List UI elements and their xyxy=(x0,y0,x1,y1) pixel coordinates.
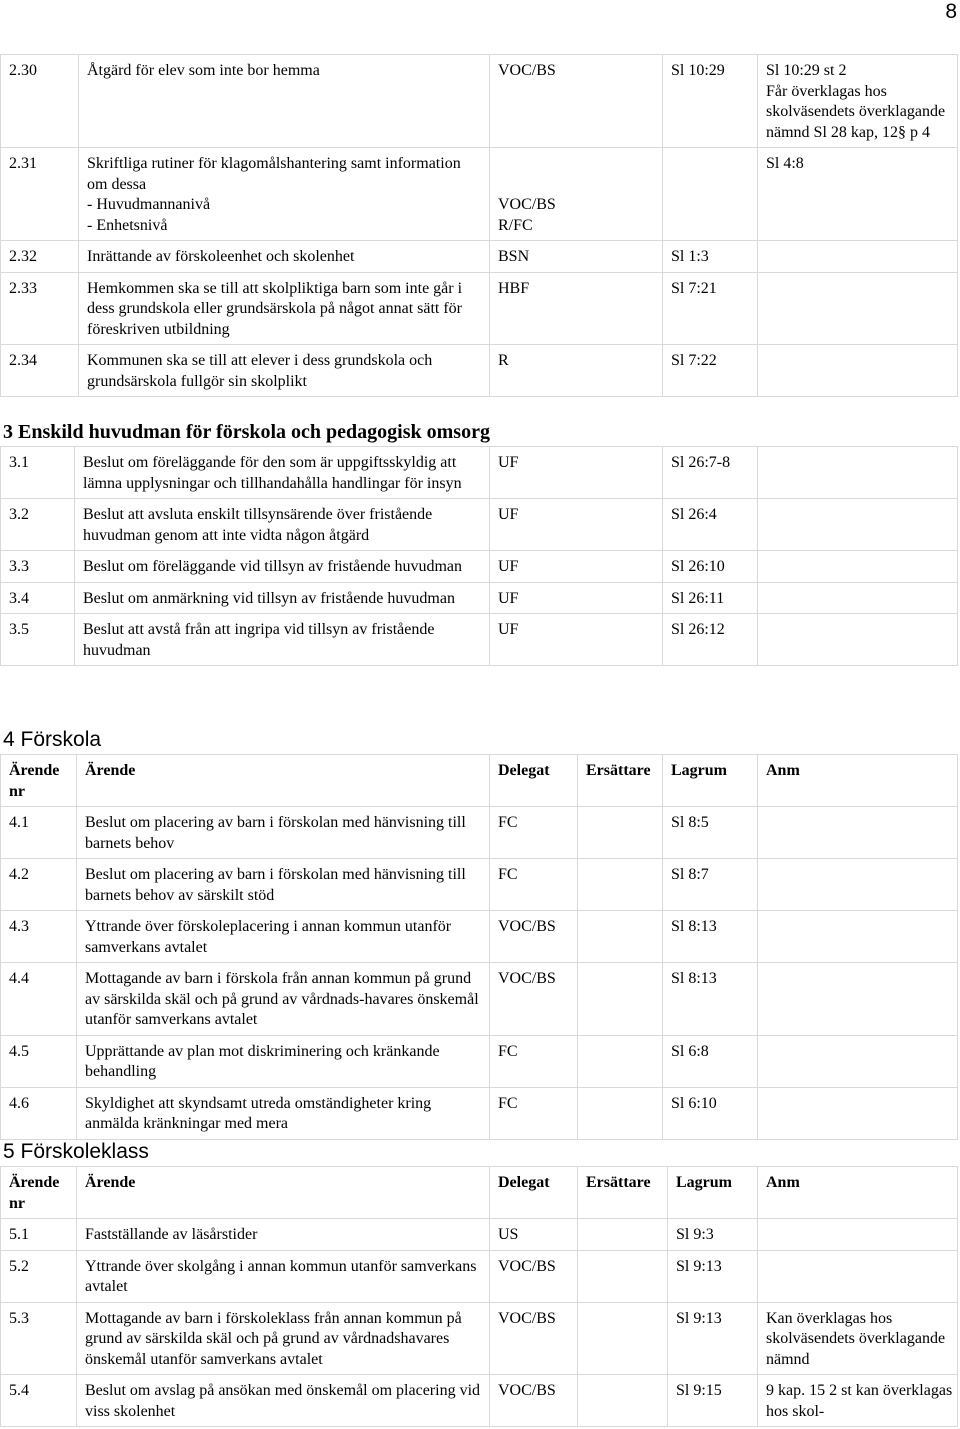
column-header: Ärende xyxy=(77,755,490,807)
cell-nr: 2.34 xyxy=(1,345,79,397)
section-4-heading: 4 Förskola xyxy=(3,728,102,751)
cell-nr: 3.1 xyxy=(1,447,75,499)
cell-delegat: VOC/BS xyxy=(490,1250,578,1302)
cell-nr: 4.6 xyxy=(1,1087,77,1139)
cell-anm xyxy=(758,963,958,1036)
cell-anm xyxy=(758,272,958,345)
delegation-table-5 xyxy=(0,1166,958,1427)
cell-delegat: R xyxy=(490,345,663,397)
cell-ersattare xyxy=(578,1302,668,1375)
cell-anm xyxy=(758,1250,958,1302)
cell-delegat: VOC/BS R/FC xyxy=(490,148,663,241)
cell-ersattare xyxy=(578,1035,663,1087)
cell-delegat: UF xyxy=(490,447,663,499)
cell-delegat: UF xyxy=(490,582,663,614)
cell-anm xyxy=(758,447,958,499)
column-header: Ärende nr xyxy=(1,755,77,807)
cell-anm xyxy=(758,241,958,273)
cell-nr: 3.5 xyxy=(1,614,75,666)
cell-text: Inrättande av förskoleenhet och skolenhet xyxy=(79,241,490,273)
cell-text: Kommunen ska se till att elever i dess grundskola och grundsärskola fullgör sin skolplikt xyxy=(79,345,490,397)
cell-anm xyxy=(758,1219,958,1251)
cell-ersattare xyxy=(578,1087,663,1139)
cell-nr: 2.30 xyxy=(1,55,79,148)
cell-lagrum: Sl 26:10 xyxy=(663,551,758,583)
section-5-table xyxy=(0,1166,960,1427)
cell-delegat: FC xyxy=(490,1087,578,1139)
cell-lagrum: Sl 6:10 xyxy=(663,1087,758,1139)
cell-text: Beslut om föreläggande vid tillsyn av fristående huvudman xyxy=(75,551,490,583)
cell-anm xyxy=(758,911,958,963)
cell-nr: 5.1 xyxy=(1,1219,77,1251)
cell-ersattare xyxy=(578,1250,668,1302)
table-row xyxy=(1,345,958,397)
table-row xyxy=(1,272,958,345)
cell-lagrum: Sl 9:13 xyxy=(668,1302,758,1375)
cell-text: Upprättande av plan mot diskriminering och kränkande behandling xyxy=(77,1035,490,1087)
cell-delegat: US xyxy=(490,1219,578,1251)
cell-nr: 2.31 xyxy=(1,148,79,241)
cell-text: Fastställande av läsårstider xyxy=(77,1219,490,1251)
column-header: Anm xyxy=(758,755,958,807)
cell-lagrum: Sl 26:11 xyxy=(663,582,758,614)
column-header: Ärende xyxy=(77,1167,490,1219)
section-3-table xyxy=(0,446,960,666)
table-header-row xyxy=(1,755,958,807)
cell-text: Mottagande av barn i förskola från annan kommun på grund av särskilda skäl och på grund av vårdnads-havares önskemål utanför samverkans avtalet xyxy=(77,963,490,1036)
table-row xyxy=(1,807,958,859)
table-row xyxy=(1,55,958,148)
cell-text: Beslut att avsluta enskilt tillsynsärende över fristående huvudman genom att inte vidta någon åtgärd xyxy=(75,499,490,551)
cell-nr: 2.33 xyxy=(1,272,79,345)
cell-lagrum: Sl 26:7-8 xyxy=(663,447,758,499)
cell-delegat: FC xyxy=(490,859,578,911)
cell-lagrum: Sl 9:3 xyxy=(668,1219,758,1251)
cell-lagrum: Sl 26:4 xyxy=(663,499,758,551)
cell-anm xyxy=(758,1035,958,1087)
cell-anm xyxy=(758,614,958,666)
cell-lagrum: Sl 7:22 xyxy=(663,345,758,397)
cell-anm xyxy=(758,499,958,551)
cell-delegat: VOC/BS xyxy=(490,1375,578,1427)
cell-text: Skriftliga rutiner för klagomålshantering samt information om dessa - Huvudmannanivå - Enhetsnivå xyxy=(79,148,490,241)
cell-anm xyxy=(758,582,958,614)
cell-ersattare xyxy=(578,807,663,859)
cell-ersattare xyxy=(578,963,663,1036)
cell-text: Yttrande över förskoleplacering i annan kommun utanför samverkans avtalet xyxy=(77,911,490,963)
table-row xyxy=(1,1302,958,1375)
page-number: 8 xyxy=(945,0,957,23)
cell-lagrum: Sl 10:29 xyxy=(663,55,758,148)
cell-nr: 3.2 xyxy=(1,499,75,551)
cell-text: Skyldighet att skyndsamt utreda omständigheter kring anmälda kränkningar med mera xyxy=(77,1087,490,1139)
table-row xyxy=(1,963,958,1036)
cell-lagrum: Sl 9:15 xyxy=(668,1375,758,1427)
cell-nr: 3.4 xyxy=(1,582,75,614)
cell-text: Beslut om placering av barn i förskolan med hänvisning till barnets behov av särskilt stöd xyxy=(77,859,490,911)
column-header: Anm xyxy=(758,1167,958,1219)
table-header-row xyxy=(1,1167,958,1219)
cell-lagrum xyxy=(663,148,758,241)
cell-nr: 5.2 xyxy=(1,1250,77,1302)
table-row xyxy=(1,1375,958,1427)
cell-lagrum: Sl 8:7 xyxy=(663,859,758,911)
cell-delegat: HBF xyxy=(490,272,663,345)
cell-lagrum: Sl 8:5 xyxy=(663,807,758,859)
cell-nr: 2.32 xyxy=(1,241,79,273)
cell-ersattare xyxy=(578,1219,668,1251)
cell-anm xyxy=(758,807,958,859)
table-row xyxy=(1,148,958,241)
cell-anm: Sl 4:8 xyxy=(758,148,958,241)
cell-nr: 4.2 xyxy=(1,859,77,911)
cell-delegat: UF xyxy=(490,499,663,551)
cell-anm xyxy=(758,859,958,911)
section-2-table xyxy=(0,54,960,397)
cell-nr: 5.4 xyxy=(1,1375,77,1427)
cell-ersattare xyxy=(578,859,663,911)
table-row xyxy=(1,859,958,911)
cell-delegat: BSN xyxy=(490,241,663,273)
cell-anm: 9 kap. 15 2 st kan överklagas hos skol- xyxy=(758,1375,958,1427)
cell-delegat: UF xyxy=(490,614,663,666)
cell-delegat: VOC/BS xyxy=(490,55,663,148)
column-header: Lagrum xyxy=(668,1167,758,1219)
cell-nr: 4.5 xyxy=(1,1035,77,1087)
delegation-table-4 xyxy=(0,754,958,1140)
cell-ersattare xyxy=(578,1375,668,1427)
cell-text: Yttrande över skolgång i annan kommun utanför samverkans avtalet xyxy=(77,1250,490,1302)
cell-lagrum: Sl 7:21 xyxy=(663,272,758,345)
column-header: Ärende nr xyxy=(1,1167,77,1219)
section-4-table xyxy=(0,754,960,1140)
table-row xyxy=(1,1219,958,1251)
cell-anm xyxy=(758,345,958,397)
section-5-heading: 5 Förskoleklass xyxy=(3,1140,149,1163)
cell-anm xyxy=(758,1087,958,1139)
cell-text: Beslut om föreläggande för den som är uppgiftsskyldig att lämna upplysningar och tillhandahålla handlingar för insyn xyxy=(75,447,490,499)
cell-lagrum: Sl 8:13 xyxy=(663,963,758,1036)
cell-lagrum: Sl 26:12 xyxy=(663,614,758,666)
column-header: Delegat xyxy=(490,755,578,807)
table-row xyxy=(1,499,958,551)
cell-lagrum: Sl 9:13 xyxy=(668,1250,758,1302)
cell-nr: 4.3 xyxy=(1,911,77,963)
cell-anm: Sl 10:29 st 2 Får överklagas hos skolväsendets överklagande nämnd Sl 28 kap, 12§ p 4 xyxy=(758,55,958,148)
cell-text: Hemkommen ska se till att skolpliktiga barn som inte går i dess grundskola eller grundsärskola på något annat sätt för föreskriven utbildning xyxy=(79,272,490,345)
table-row xyxy=(1,551,958,583)
table-row xyxy=(1,241,958,273)
cell-nr: 3.3 xyxy=(1,551,75,583)
delegation-table-3 xyxy=(0,446,958,666)
table-row xyxy=(1,614,958,666)
cell-delegat: FC xyxy=(490,807,578,859)
cell-text: Åtgärd för elev som inte bor hemma xyxy=(79,55,490,148)
cell-lagrum: Sl 8:13 xyxy=(663,911,758,963)
cell-delegat: UF xyxy=(490,551,663,583)
cell-lagrum: Sl 1:3 xyxy=(663,241,758,273)
cell-text: Beslut om avslag på ansökan med önskemål om placering vid viss skolenhet xyxy=(77,1375,490,1427)
cell-text: Beslut att avstå från att ingripa vid tillsyn av fristående huvudman xyxy=(75,614,490,666)
cell-lagrum: Sl 6:8 xyxy=(663,1035,758,1087)
table-row xyxy=(1,1035,958,1087)
table-row xyxy=(1,447,958,499)
cell-anm: Kan överklagas hos skolväsendets överklagande nämnd xyxy=(758,1302,958,1375)
table-row xyxy=(1,911,958,963)
cell-nr: 5.3 xyxy=(1,1302,77,1375)
table-row xyxy=(1,582,958,614)
table-row xyxy=(1,1250,958,1302)
cell-text: Beslut om placering av barn i förskolan med hänvisning till barnets behov xyxy=(77,807,490,859)
cell-nr: 4.1 xyxy=(1,807,77,859)
cell-delegat: FC xyxy=(490,1035,578,1087)
column-header: Ersättare xyxy=(578,755,663,807)
cell-text: Mottagande av barn i förskoleklass från annan kommun på grund av särskilda skäl och på grund av vårdnadshavares önskemål utanför samverkans avtalet xyxy=(77,1302,490,1375)
cell-anm xyxy=(758,551,958,583)
cell-ersattare xyxy=(578,911,663,963)
section-3-heading: 3 Enskild huvudman för förskola och pedagogisk omsorg xyxy=(3,421,490,443)
cell-delegat: VOC/BS xyxy=(490,1302,578,1375)
column-header: Delegat xyxy=(490,1167,578,1219)
cell-text: Beslut om anmärkning vid tillsyn av fristående huvudman xyxy=(75,582,490,614)
cell-delegat: VOC/BS xyxy=(490,963,578,1036)
table-row xyxy=(1,1087,958,1139)
cell-nr: 4.4 xyxy=(1,963,77,1036)
delegation-table-2 xyxy=(0,54,958,397)
column-header: Lagrum xyxy=(663,755,758,807)
cell-delegat: VOC/BS xyxy=(490,911,578,963)
column-header: Ersättare xyxy=(578,1167,668,1219)
